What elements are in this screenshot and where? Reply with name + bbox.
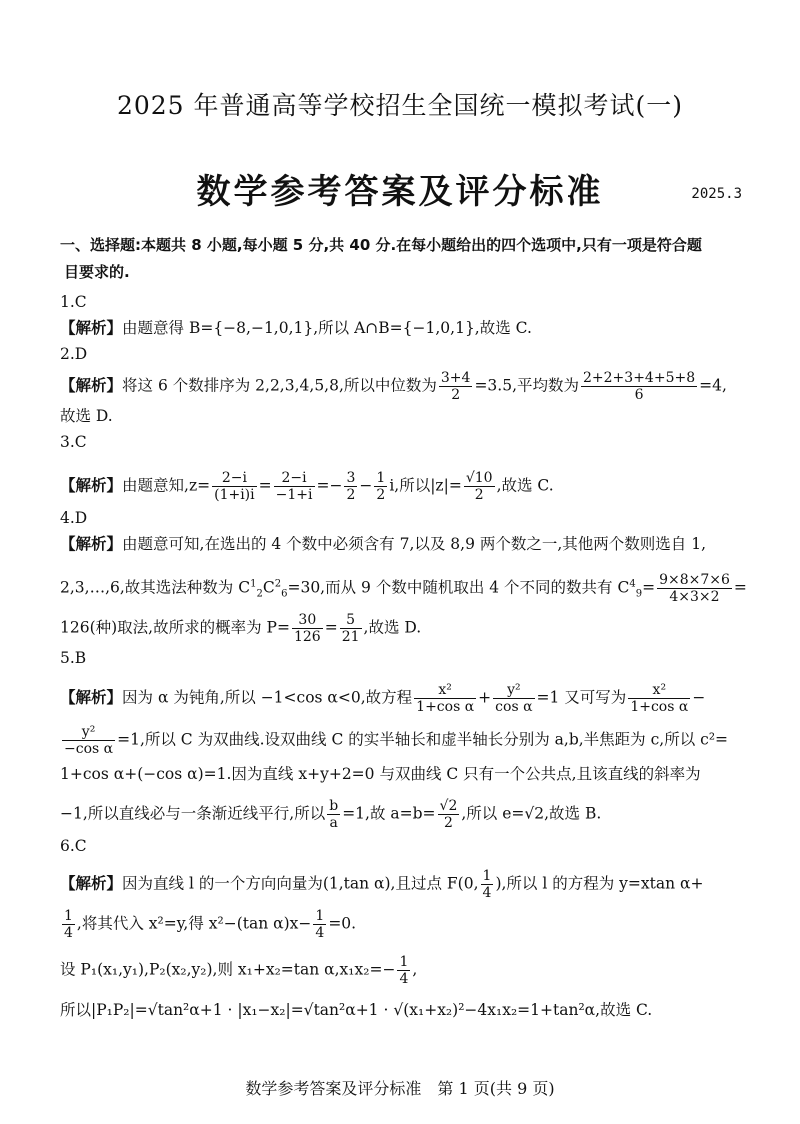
denominator: −1+i (275, 487, 313, 503)
q2-explanation (60, 370, 750, 403)
q6-fraction-3 (313, 908, 326, 941)
denominator: (1+i)i (214, 487, 255, 503)
combination-sub: 2 (256, 588, 263, 600)
q5-explanation-line2 (60, 724, 750, 757)
denominator: 4 (315, 925, 325, 941)
q2-text-d: 故选 D. (60, 407, 113, 425)
exam-date: 2025.3 (691, 186, 742, 202)
q4-text-2b: C (262, 578, 275, 597)
combination-sup: 1 (250, 578, 257, 590)
denominator: 1+cos α (416, 699, 475, 715)
numerator: y² (493, 682, 534, 699)
q3-label: 3.C (60, 433, 87, 451)
numerator: x² (628, 682, 690, 699)
denominator: 4×3×2 (669, 589, 720, 605)
q6-explanation-line2 (60, 908, 750, 941)
q4-label: 4.D (60, 509, 88, 527)
denominator: −cos α (64, 741, 114, 757)
denominator: a (329, 815, 338, 831)
q6-explanation-line1 (60, 868, 750, 901)
denominator: 2 (451, 387, 461, 403)
q3-explanation (60, 470, 750, 503)
q6-text-2: ,将其代入 x²=y,得 x²−(tan α)x− (76, 914, 312, 933)
numerator: 30 (292, 612, 323, 629)
equals-minus: =− (316, 476, 343, 495)
equals: = (324, 618, 338, 637)
combination-sub: 9 (635, 588, 643, 600)
denominator: cos α (495, 699, 533, 715)
q6-explanation-line3 (60, 954, 750, 987)
numerator: 1 (482, 868, 492, 884)
q1-label: 1.C (60, 293, 87, 311)
equals: = (258, 476, 272, 495)
q6-label: 6.C (60, 837, 87, 855)
q5-text-1a: 因为 α 为钝角,所以 −1<cos α<0,故方程 (122, 688, 413, 707)
q5-explanation-line3: 1+cos α+(−cos α)=1.因为直线 x+y+2=0 与双曲线 C 只有一个公共点,且该直线的斜率为 (60, 765, 701, 783)
denominator: 126 (293, 629, 321, 645)
denominator: 4 (399, 971, 409, 987)
q4-text-1: 由题意可知,在选出的 4 个数中必须含有 7,以及 8,9 两个数之一,其他两个数则选自 1, (122, 535, 707, 553)
combination-sup: 4 (629, 578, 636, 590)
q5-text-2: =1,所以 C 为双曲线.设双曲线 C 的实半轴长和虚半轴长分别为 a,b,半焦距为 c,所以 c²= (117, 730, 729, 749)
numerator: 2−i (274, 470, 315, 487)
section-heading-line1: 一、选择题:本题共 8 小题,每小题 5 分,共 40 分.在每小题给出的四个选项中,只有一项是符合题 (60, 236, 702, 254)
q6-text-3a: 设 P₁(x₁,y₁),P₂(x₂,y₂),则 x₁+x₂=tan α,x₁x₂=− (60, 960, 396, 979)
explanation-tag: 【解析】 (60, 535, 123, 553)
numerator: 1 (399, 954, 409, 970)
section-heading-line2: 目要求的. (64, 263, 130, 281)
numerator: √10 (465, 470, 493, 486)
q6-text-1b: ),所以 l 的方程为 y=xtan α+ (495, 874, 704, 893)
plus: + (478, 688, 492, 707)
q2-text-c: =4, (699, 376, 727, 395)
q6-text-1a: 因为直线 l 的一个方向向量为(1,tan α),且过点 F(0, (122, 874, 479, 893)
combination-sub: 6 (281, 588, 288, 600)
q6-text-2b: =0. (328, 914, 357, 933)
combination-sup: 2 (274, 578, 282, 590)
numerator: 2+2+3+4+5+8 (583, 370, 696, 386)
numerator: 3+4 (440, 370, 471, 386)
q6-fraction-1 (481, 868, 494, 901)
q1-text: 由题意得 B={−8,−1,0,1},所以 A∩B={−1,0,1},故选 C. (122, 319, 532, 337)
denominator: 21 (341, 629, 360, 645)
denominator: 4 (482, 885, 492, 901)
numerator: 1 (315, 908, 325, 924)
numerator: b (329, 798, 339, 814)
q5-fraction-4 (62, 724, 115, 757)
q5-explanation-line4 (60, 798, 750, 831)
q3-text-b: i,所以|z|= (389, 476, 462, 495)
exam-title: 2025 年普通高等学校招生全国统一模拟考试(一) (116, 91, 684, 120)
numerator: 1 (376, 470, 386, 486)
numerator: 1 (64, 908, 73, 924)
q3-fraction-1 (212, 470, 257, 503)
q2-text-a: 将这 6 个数排序为 2,2,3,4,5,8,所以中位数为 (122, 376, 437, 395)
q4-explanation-line1 (60, 534, 750, 554)
q2-label: 2.D (60, 345, 88, 363)
q4-fraction-3 (340, 612, 362, 645)
explanation-tag: 【解析】 (60, 319, 123, 337)
q3-fraction-3 (344, 470, 357, 503)
q2-mean-fraction (581, 370, 697, 403)
denominator: 2 (443, 815, 453, 831)
page-footer: 数学参考答案及评分标准 第 1 页(共 9 页) (245, 1079, 555, 1098)
q4-fraction-1 (657, 572, 732, 605)
numerator: x² (414, 682, 476, 699)
q5-explanation-line1 (60, 682, 750, 715)
minus: − (692, 688, 706, 707)
q3-text-a: 由题意知,z= (122, 476, 211, 495)
explanation-tag: 【解析】 (60, 476, 123, 495)
q5-fraction-6 (438, 798, 460, 831)
denominator: 2 (346, 487, 356, 503)
explanation-tag: 【解析】 (60, 874, 123, 893)
section-heading (60, 232, 750, 286)
numerator: 3 (346, 470, 356, 486)
denominator: 6 (634, 387, 644, 403)
q5-text-4b: =1,故 a=b= (342, 804, 436, 823)
q4-text-2c: =30,而从 9 个数中随机取出 4 个不同的数共有 C (287, 578, 630, 597)
q3-fraction-4 (374, 470, 387, 503)
q5-fraction-5 (327, 798, 340, 831)
q4-explanation-line2 (60, 572, 750, 605)
q5-fraction-1 (414, 682, 476, 715)
numerator: 5 (340, 612, 362, 629)
q2-median-fraction (439, 370, 473, 403)
numerator: √2 (439, 798, 458, 814)
numerator: 2−i (212, 470, 257, 487)
explanation-tag: 【解析】 (60, 688, 123, 707)
numerator: y² (62, 724, 115, 741)
q6-text-3b: , (412, 960, 418, 979)
q5-label: 5.B (60, 649, 87, 667)
q3-text-c: ,故选 C. (496, 476, 554, 495)
denominator: 2 (376, 487, 386, 503)
explanation-tag: 【解析】 (60, 376, 123, 395)
q4-fraction-2 (292, 612, 323, 645)
q1-explanation (60, 318, 750, 338)
q5-text-4a: −1,所以直线必与一条渐近线平行,所以 (60, 804, 326, 823)
q4-explanation-line3 (60, 612, 750, 645)
equals: = (642, 578, 656, 597)
denominator: 1+cos α (630, 699, 689, 715)
q4-text-2a: 2,3,…,6,故其选法种数为 C (60, 578, 251, 597)
q3-fraction-2 (274, 470, 315, 503)
numerator: 9×8×7×6 (659, 572, 730, 588)
denominator: 4 (64, 925, 73, 941)
q5-fraction-2 (493, 682, 534, 715)
q2-text-b: =3.5,平均数为 (474, 376, 580, 395)
q4-text-3a: 126(种)取法,故所求的概率为 P= (60, 618, 290, 637)
q5-text-4c: ,所以 e=√2,故选 B. (461, 804, 602, 823)
main-title: 数学参考答案及评分标准 (196, 172, 604, 212)
q3-fraction-5 (464, 470, 495, 503)
q6-fraction-4 (397, 954, 410, 987)
q6-fraction-2 (62, 908, 75, 941)
q5-text-1b: =1 又可写为 (536, 688, 627, 707)
minus: − (359, 476, 373, 495)
q4-text-3b: ,故选 D. (363, 618, 422, 637)
q5-fraction-3 (628, 682, 690, 715)
q6-explanation-line4: 所以|P₁P₂|=√tan²α+1 · |x₁−x₂|=√tan²α+1 · √(x₁+x₂)²−4x₁x₂=1+tan²α,故选 C. (60, 1001, 653, 1019)
equals: = (733, 578, 747, 597)
denominator: 2 (474, 487, 484, 503)
